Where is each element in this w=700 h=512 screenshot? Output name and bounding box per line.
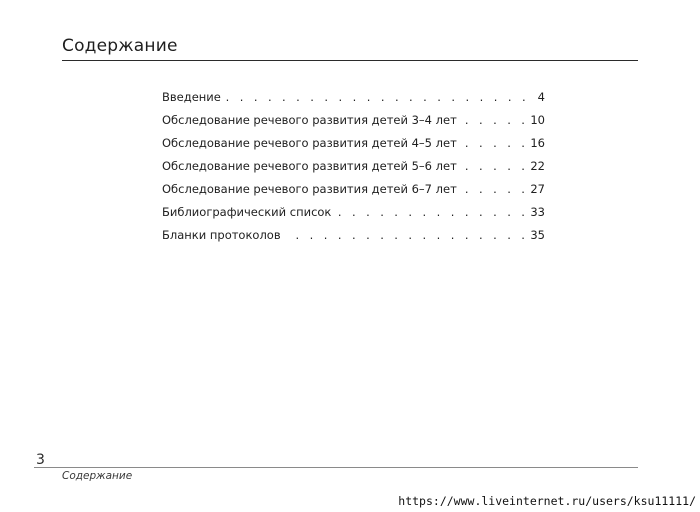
toc-entry-page: 22 (530, 159, 545, 173)
toc-entry-label: Обследование речевого развития детей 5–6 лет (162, 159, 457, 173)
toc-entry-label: Обследование речевого развития детей 4–5 лет (162, 136, 457, 150)
toc-leader-dots (285, 228, 529, 242)
page-number: 3 (36, 452, 45, 468)
toc-leader-dots (461, 182, 529, 196)
table-of-contents (162, 90, 545, 251)
toc-leader-dots (461, 159, 529, 173)
toc-entry[interactable] (162, 159, 545, 182)
toc-entry-page: 4 (537, 90, 545, 104)
toc-leader-dots (461, 136, 529, 150)
toc-entry[interactable] (162, 205, 545, 228)
toc-entry-label: Бланки протоколов (162, 228, 281, 242)
title-divider (62, 60, 638, 61)
toc-entry-label: Обследование речевого развития детей 6–7 лет (162, 182, 457, 196)
toc-entry-page: 10 (530, 113, 545, 127)
toc-leader-dots (461, 113, 529, 127)
toc-entry[interactable] (162, 182, 545, 205)
toc-leader-dots (335, 205, 528, 219)
toc-entry-page: 35 (530, 228, 545, 242)
toc-entry-page: 16 (530, 136, 545, 150)
toc-leader-dots (225, 90, 529, 104)
page-title: Содержание (62, 36, 178, 56)
toc-entry-page: 27 (530, 182, 545, 196)
footer-divider (34, 467, 638, 468)
toc-entry-label: Обследование речевого развития детей 3–4 лет (162, 113, 457, 127)
toc-entry-label: Библиографический список (162, 205, 332, 219)
toc-entry[interactable] (162, 113, 545, 136)
toc-entry-page: 33 (530, 205, 545, 219)
toc-entry[interactable] (162, 90, 545, 113)
toc-entry[interactable] (162, 228, 545, 251)
toc-entry[interactable] (162, 136, 545, 159)
source-url-watermark: https://www.liveinternet.ru/users/ksu11111/ (398, 494, 696, 508)
toc-entry-label: Введение (162, 90, 221, 104)
footer-section-title: Содержание (62, 470, 133, 482)
